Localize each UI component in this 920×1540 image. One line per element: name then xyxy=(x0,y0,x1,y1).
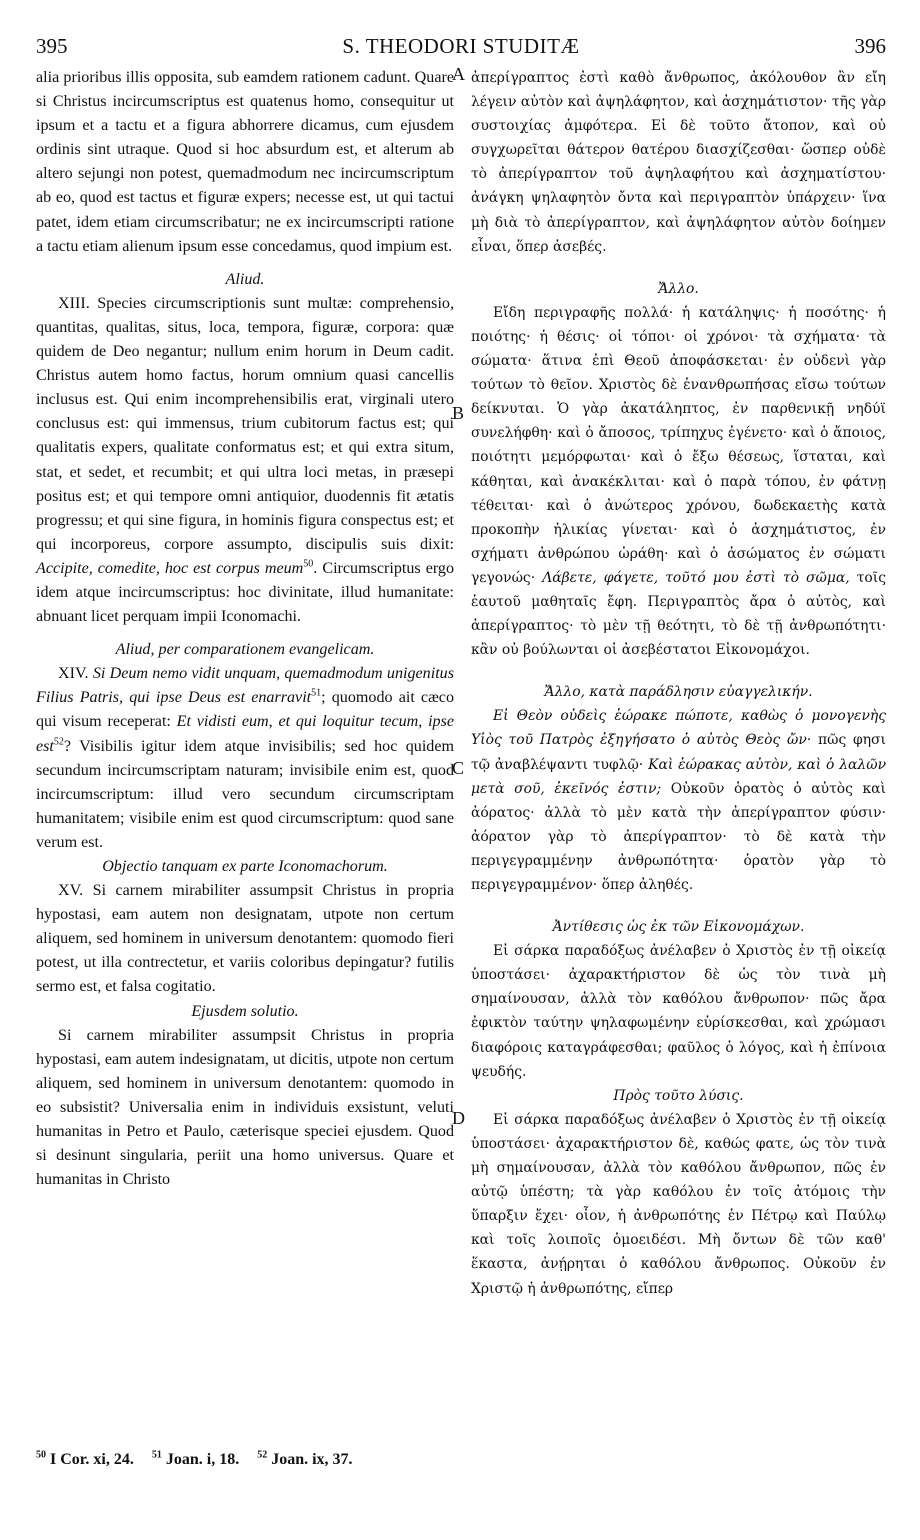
footnote-number: 50 xyxy=(36,1450,46,1461)
greek-paragraph-2 xyxy=(471,301,886,662)
latin-paragraph-xiv xyxy=(36,662,454,855)
footnote-ref-51: 51 xyxy=(311,687,322,699)
latin-column xyxy=(36,66,454,1192)
greek-paragraph-1: ἀπερίγραπτος ἐστὶ καθὸ ἄνθρωπος, ἀκόλουθον ἂν εἴη λέγειν αὐτὸν καὶ ἀψηλάφητον, καὶ ἀσχημάτιστον· τῆς γὰρ συστοιχίας ἀμφότερα. Εἰ δὲ τοῦτο ἄτοπον, καὶ οὐ συγχωρεῖται θάτερον θατέρου διασχίζεσθαι· ὥσπερ οὐδὲ τὸ ἀπερίγραπτον τοῦ ἀψηλαφήτου καὶ ἀσχηματίστου· ἀνάγκη ψηλαφητὸν ὄντα καὶ περιγραπτὸν ὑπάρχειν· ἵνα μὴ διὰ τὸ ἀπερίγραπτον, καὶ ἀψηλάφητον αὐτὸν δοίημεν εἶναι, ὅπερ ἀσεβές. xyxy=(471,70,886,255)
greek-heading-evangelike: Ἄλλο, κατὰ παράδλησιν εὐαγγελικήν. xyxy=(544,684,813,701)
greek-p3-end: Οὐκοῦν ὁρατὸς ὁ αὐτὸς καὶ ἀόρατος· ἀλλὰ τὸ μὲν κατὰ τὴν ἀπερίγραπτον φύσιν· ἀόρατον γὰρ τὸ ἀπερίγραπτον· τὸ δὲ κατὰ τὴν περιγεγραμμένην ἀνθρωπότητα· ὁρατὸν γὰρ τὸ περιγεγραμμένον· ὅπερ ἀληθές. xyxy=(471,780,886,893)
footnote-number: 51 xyxy=(151,1450,162,1461)
latin-heading-aliud: Aliud. xyxy=(225,270,265,288)
footnote-ref-52: 52 xyxy=(53,736,64,748)
latin-xiii-end: . Circumscriptus ergo idem atque incircumscriptus: hoc divinitate, illud humanitate: abnuant licet perquam impii Iconomachi. xyxy=(36,559,454,626)
latin-paragraph-solutio: Si carnem mirabiliter assumpsit Christus in propria hypostasi, eam autem indesignatam, ut dicitis, utpote non certum aliquem, sed hominem in universum denotantem: quomodo in eo subsistit? Universalia enim in individuis exsistunt, veluti humanitas in Petro et Paulo, cæterisque speciei ejusdem. Quod si desinunt singularia, periit una homo universus. Quare et humanitas in Christo xyxy=(36,1026,454,1189)
latin-xiv-number: XIV. xyxy=(58,665,89,683)
greek-column xyxy=(471,66,886,1301)
greek-paragraph-3 xyxy=(471,704,886,897)
greek-p3-mid: πῶς φησι τῷ ἀναβλέψαντι τυφλῷ· xyxy=(471,732,886,773)
running-title: S. THEODORI STUDITÆ xyxy=(342,34,580,58)
margin-marker-b: B xyxy=(452,403,465,423)
latin-xiii-text: XIII. Species circumscriptionis sunt multæ: comprehensio, quantitas, qualitas, situs, loca, tempora, figuræ, corpora: quæ quidem de Deo negantur; nullum enim horum in Deum cadit. Christus autem homo factus, horum omnium quasi cancellis inclusus est. Qui enim incomprehensibilis erat, virginali utero conclusus est: qui immensus, trium cubitorum factus est; qui qualitatis expers, qualitate conformatus est; et qui extra situm, stat, et sedet, et recumbit; et qui ultra loci metas, in præsepi positus est; et qui tempore omni antiquior, duodennis fit ætatis progressu; et qui sine figura, in hominis figura conspectus est; et qui incorporeus, corpore assumpto, discipulis suis dixit: xyxy=(36,294,454,553)
footnote-reference: Joan. i, 18. xyxy=(165,1451,240,1469)
greek-heading-lysis: Πρὸς τοῦτο λύσις. xyxy=(613,1087,744,1104)
page-number-right: 396 xyxy=(854,34,886,58)
greek-heading-allo: Ἄλλο. xyxy=(658,280,699,297)
footnote-number: 52 xyxy=(257,1450,268,1461)
greek-p2-text: Εἴδη περιγραφῆς πολλά· ἡ κατάληψις· ἡ ποσότης· ἡ ποιότης· ἡ θέσις· οἱ τόποι· οἱ χρόνοι· τὰ σχήματα· τὰ σώματα· ἅτινα ἐπὶ Θεοῦ ἀποφάσκεται· ἐν οὐδενὶ γὰρ τούτων τὸ θεῖον. Χριστὸς δὲ ἐνανθρωπήσας εἴσω τούτων δείκνυται. Ὁ γὰρ ἀκατάληπτος, ἐν παρθενικῇ νηδύϊ συνελήφθη· καὶ ὁ ἄποσος, τρίπηχυς ἐγένετο· καὶ ὁ ἄποιος, ποιότητι μεμόρφωται· καὶ ὁ ἔξω θέσεως, ἵσταται, καὶ κάθηται, καὶ ἀνακέκλιται· καὶ ὁ παρὰ τόπου, ἐν φάτνῃ τέθειται· καὶ ὁ ἀνώτερος χρόνου, δωδεκαετὴς κατὰ προκοπὴν ἡλικίας γίνεται· καὶ ὁ ἀσχημάτιστος, ἐν σχήματι ἀνθρώπου ὡράθη· καὶ ὁ ἀσώματος ἐν σώματι γεγονώς· xyxy=(471,304,886,586)
greek-heading-antithesis: Ἀντίθεσις ὡς ἐκ τῶν Εἰκονομάχων. xyxy=(552,919,805,936)
greek-p2-quote: Λάβετε, φάγετε, τοῦτό μου ἐστὶ τὸ σῶμα, xyxy=(542,569,850,586)
footnote-reference: Joan. ix, 37. xyxy=(271,1451,353,1469)
greek-paragraph-5: Εἰ σάρκα παραδόξως ἀνέλαβεν ὁ Χριστὸς ἐν τῇ οἰκείᾳ ὑποστάσει· ἀχαρακτήριστον δὲ, καθώς φατε, ὡς τὸν τινὰ μὴ σημαίνουσαν, ἀλλὰ τὸν καθόλου ἄνθρωπον, πῶς ἐν αὐτῷ ὑπέστη; τὰ γὰρ καθόλου ἐν τοῖς ἀτόμοις τὴν ὕπαρξιν ἔχει· οἷον, ἡ ἀνθρωπότης ἐν Πέτρῳ καὶ Παύλῳ καὶ τοῖς λοιποῖς ὁμοειδέσι. Μὴ ὄντων δὲ τῶν καθ' ἕκαστα, ἀνῄρηται ὁ καθόλου ἄνθρωπος. Οὐκοῦν ἐν Χριστῷ ἡ ἀνθρωπότης, εἴπερ xyxy=(471,1111,886,1297)
latin-paragraph-1: alia prioribus illis opposita, sub eamdem rationem cadunt. Quare si Christus incircumscriptus est quatenus homo, consequitur ut ipsum et a tactu et a figura abhorrere dicamus, cum ejusdem ordinis sint utraque. Quod si hoc absurdum est, et alterum ab altero sejungi non potest, quemadmodum nec incircumscriptum ab eo, quod est tactus et figuræ expers; necesse est, ut qui tactui patet, idem etiam circumscribatur; ne ex incircumscripti ratione a tactu etiam alienum ipsum esse concedamus, quod impium est. xyxy=(36,69,454,255)
margin-marker-a: A xyxy=(452,64,465,84)
footnote-50 xyxy=(36,1451,134,1468)
footnote-ref-50: 50 xyxy=(303,558,314,570)
footnote-52 xyxy=(257,1451,352,1468)
latin-xiv-mid: ; quomodo ait cæco qui visum receperat: xyxy=(36,689,454,731)
greek-p3-quote-2: Καὶ ἑώρακας αὐτὸν, καὶ ὁ λαλῶν μετὰ σοῦ, ἐκεῖνός ἐστιν; xyxy=(471,756,887,797)
margin-marker-d: D xyxy=(452,1108,465,1128)
latin-xiv-quote-2: Et vidisti eum, et qui loquitur tecum, ipse est xyxy=(36,713,454,755)
greek-p2-end: τοῖς ἑαυτοῦ μαθηταῖς ἔφη. Περιγραπτὸς ἄρα ὁ αὐτὸς, καὶ ἀπερίγραπτος· τὸ μὲν τῇ θεότητι, τὸ δὲ τῇ ἀνθρωπότητι· κἂν οὐ βούλωνται οἱ ἀσεβέστατοι Εἰκονομάχοι. xyxy=(471,569,886,659)
latin-heading-evangelicam: Aliud, per comparationem evangelicam. xyxy=(115,641,375,659)
latin-xiv-quote-1: Si Deum nemo vidit unquam, quemadmodum unigenitus Filius Patris, qui ipse Deus est enarravit xyxy=(36,665,454,707)
latin-xiii-quote: Accipite, comedite, hoc est corpus meum xyxy=(36,559,304,577)
greek-p3-quote-1: Εἰ Θεὸν οὐδεὶς ἑώρακε πώποτε, καθὼς ὁ μονογενὴς Υἱὸς τοῦ Πατρὸς ἐξηγήσατο ὁ αὐτὸς Θεὸς ὤν· xyxy=(471,708,886,749)
latin-heading-objectio: Objectio tanquam ex parte Iconomachorum. xyxy=(102,858,388,875)
page-header xyxy=(36,34,886,58)
footnote-51 xyxy=(152,1451,239,1468)
page-number-left: 395 xyxy=(36,34,68,58)
greek-paragraph-4: Εἰ σάρκα παραδόξως ἀνέλαβεν ὁ Χριστὸς ἐν τῇ οἰκείᾳ ὑποστάσει· ἀχαρακτήριστον δὲ ὡς τὸν τινὰ μὴ σημαίνουσαν, ἀλλὰ τὸν καθόλου ἄνθρωπον· πῶς ἄρα ἐφικτὸν ταύτην ψηλαφωμένην εὑρίσκεσθαι, καὶ χρώμασι διαφόροις καταγράφεσθαι; φαῦλος ὁ λόγος, καὶ ἡ ἐπίνοια ψευδής. xyxy=(471,943,886,1080)
latin-paragraph-xv: XV. Si carnem mirabiliter assumpsit Christus in propria hypostasi, eam autem non designatam, utpote non certum aliquem, sed hominem in universum denotantem: quomodo fieri potest, ut illa contrectetur, et variis coloribus depingatur? futilis sermo est, et falsa cogitatio. xyxy=(36,882,454,996)
footnotes xyxy=(36,1450,454,1469)
latin-xiv-end: ? Visibilis igitur idem atque invisibilis; sed hoc quidem secundum incircumscriptam naturam; invisibile enim est, quod incircumscriptum: illud vero secundum circumscriptam humanitatem; visibile enim est quod circumscriptum: quod sane verum est. xyxy=(36,737,454,851)
footnote-reference: I Cor. xi, 24. xyxy=(50,1451,134,1469)
latin-paragraph-xiii xyxy=(36,292,454,629)
margin-marker-c: C xyxy=(452,758,465,778)
latin-heading-solutio: Ejusdem solutio. xyxy=(191,1002,299,1020)
